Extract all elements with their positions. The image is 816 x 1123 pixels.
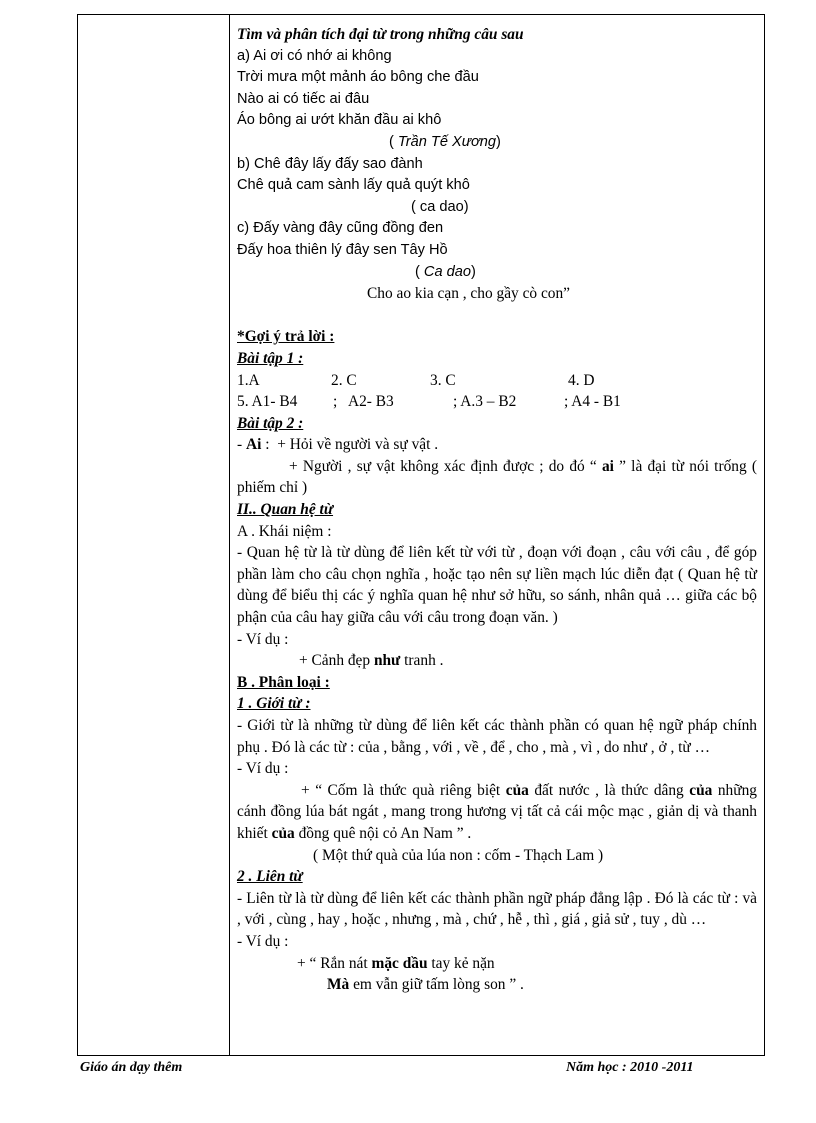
poem-a-label: a) Ai ơi có nhớ ai không (237, 47, 392, 64)
section2-title: II.. Quan hệ từ (237, 501, 334, 519)
answers-title: *Gợi ý trả lời : (237, 328, 335, 346)
example-keyword: như (373, 652, 401, 670)
quote-text: + “ Cốm là thức quà riêng biệt (301, 781, 506, 799)
example-text: tay kẻ nặn (427, 954, 495, 972)
poem-a-line: Nào ai có tiếc ai đâu (237, 90, 370, 107)
quote-text: đồng quê nội cỏ An Nam ” . (294, 824, 472, 842)
example-text: + “ Rắn nát (297, 954, 372, 972)
answer-cell: 1.A (237, 371, 260, 389)
answer-cell: ; A4 - B1 (564, 393, 621, 411)
poem-a-line: Áo bông ai ướt khăn đầu ai khô (237, 112, 442, 129)
line-text: : + Hỏi về người và sự vật . (261, 436, 439, 454)
quote-keyword: của (505, 781, 529, 799)
gioitu-source: ( Một thứ quà của lúa non : cốm - Thạch Lam ) (313, 846, 604, 864)
example-keyword: Mà (327, 976, 350, 994)
poem-a-author: ( Trần Tế Xương) (389, 133, 501, 150)
line-prefix: - (237, 436, 246, 454)
source-name: Ca dao (423, 263, 471, 280)
example-keyword: mặc dầu (371, 954, 428, 972)
lientu-example-line-2 (237, 974, 757, 996)
poem-b-line: Chê quả cam sành lấy quả quýt khô (237, 177, 470, 194)
example-label: - Ví dụ : (237, 760, 289, 778)
lientu-title: 2 . Liên từ (237, 868, 303, 886)
answer-cell: ; A2- B3 (333, 393, 394, 411)
quote-text: những cánh đồng lúa bát ngát , mang trong hương vị tất cả cái mộc mạc , giản dị và thanh khiết (237, 781, 757, 842)
example-text: tranh . (400, 652, 444, 670)
lesson-content (237, 24, 757, 996)
keyword-ai: ai (601, 457, 614, 475)
definition-text: - Quan hệ từ là từ dùng để liên kết từ với từ , đoạn với đoạn , câu với câu , để góp phần làm cho câu chọn nghĩa , hoặc tạo nên sự liền mạch lúc diễn đạt ( Quan hệ từ dùng để biểu thị các ý nghĩa quan hệ như sở hữu, so sánh, nhân quả … giữa các bộ phận của câu hay giữa câu với câu trong đoạn văn. ) (237, 544, 757, 627)
exercise2-line-1 (237, 434, 757, 456)
lientu-text: - Liên từ là từ dùng để liên kết các thành phần ngữ pháp đẳng lập . Đó là các từ : và , với , cùng , hay , hoặc , nhưng , mà , chứ , hễ , thì , giá , giả sử , tuy , dù … (237, 889, 757, 929)
line-text: ” là đại từ nói trống ( phiếm chỉ ) (237, 457, 757, 497)
lientu-example-line-1 (237, 953, 757, 975)
spacer (237, 305, 757, 327)
footer-right: Năm học : 2010 -2011 (566, 1060, 694, 1075)
answer-cell: 3. C (430, 371, 456, 389)
gioitu-title: 1 . Giới từ : (237, 695, 311, 713)
poem-c-extra: Cho ao kia cạn , cho gầy cò con” (367, 285, 570, 303)
answer-cell: 5. A1- B4 (237, 393, 298, 411)
poem-c-source: ( Ca dao) (415, 263, 476, 280)
gioitu-text: - Giới từ là những từ dùng để liên kết các thành phần có quan hệ ngữ pháp chính phụ . Đó là các từ : của , bằng , với , về , để , cho , mà , vì , do như , ở , từ … (237, 717, 757, 756)
line-text: + Người , sự vật không xác định được ; do đó “ (289, 457, 602, 475)
keyword-ai: Ai (245, 436, 262, 454)
quote-text: đất nước , là thức dâng (528, 781, 690, 799)
answer-cell: ; A.3 – B2 (453, 393, 517, 411)
classification-title: B . Phân loại : (237, 673, 330, 691)
lesson-table (77, 14, 765, 1056)
exercise-heading: Tìm và phân tích đại từ trong những câu sau (237, 26, 524, 43)
example-label: - Ví dụ : (237, 932, 289, 950)
example-line (237, 650, 757, 672)
poem-b-source: ( ca dao) (411, 198, 469, 215)
footer-left: Giáo án dạy thêm (80, 1060, 183, 1075)
gioitu-quote (237, 780, 757, 845)
definition-title: A . Khái niệm : (237, 522, 332, 540)
poem-b-label: b) Chê đây lấy đấy sao đành (237, 155, 423, 172)
answer-row-1 (237, 370, 757, 392)
example-text: em vẫn giữ tấm lòng son ” . (349, 976, 524, 994)
left-column (78, 15, 230, 1055)
answer-row-2 (237, 391, 757, 413)
answer-cell: 4. D (568, 371, 595, 389)
poem-c-line: Đấy hoa thiên lý đây sen Tây Hồ (237, 241, 448, 258)
answer-cell: 2. C (331, 371, 357, 389)
quote-keyword: của (271, 824, 295, 842)
poem-a-line: Trời mưa một mảnh áo bông che đầu (237, 69, 479, 86)
author-name: Trần Tế Xương (397, 133, 497, 150)
exercise2-title: Bài tập 2 : (237, 414, 304, 432)
example-label: - Ví dụ : (237, 630, 289, 648)
exercise1-title: Bài tập 1 : (237, 349, 304, 367)
quote-keyword: của (689, 781, 713, 799)
poem-c-label: c) Đấy vàng đây cũng đồng đen (237, 220, 444, 237)
exercise2-line-2 (237, 456, 757, 499)
example-text: + Cảnh đẹp (299, 652, 374, 670)
